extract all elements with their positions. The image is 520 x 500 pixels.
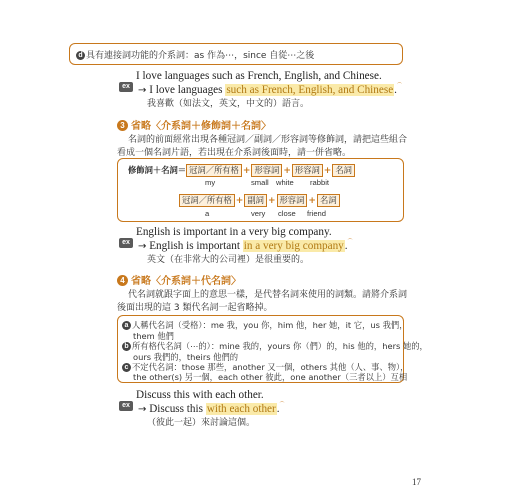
plus-icon: + xyxy=(283,166,291,176)
diagram-word: white xyxy=(276,178,294,187)
pronoun-a-line2: them 他們 xyxy=(133,331,174,341)
box-d-text-row xyxy=(76,48,314,61)
pronoun-b-text: 所有格代名詞（⋯的）：mine 我的，yours 你（們）的，his 他的，hers 她的， xyxy=(132,341,428,351)
example1-rewrite-prefix: I love languages xyxy=(149,84,226,96)
example1-translation: 我喜歡（如法文，英文，中文的）語言。 xyxy=(147,99,310,109)
diagram-label: 修飾詞＋名詞＝ xyxy=(128,165,187,175)
box-d xyxy=(69,43,403,65)
pronoun-c-line2: the other(s) 另一個，each other 彼此，one another（三者以上）互相 xyxy=(133,372,408,382)
example2-tag xyxy=(119,229,133,248)
example2-sentence: English is important in a very big company. xyxy=(136,226,332,238)
pronoun-box xyxy=(117,315,428,383)
pronoun-c-text: 不定代名詞：those 那些，another 又一個，others 其他（人、事、物）， xyxy=(132,362,409,372)
mark-icon: ⌒ xyxy=(396,84,402,89)
chip-noun: 名詞 xyxy=(332,164,355,177)
arrow-right-icon: → xyxy=(138,404,147,415)
mark-icon: ⌒ xyxy=(347,240,353,245)
number-3-icon: 3 xyxy=(117,120,128,131)
example2-rewrite-highlight: in a very big company xyxy=(243,240,344,252)
letter-d-icon: d xyxy=(76,51,85,60)
section4-title: 省略〈介系詞＋代名詞〉 xyxy=(131,276,241,287)
example3-rewrite-highlight: with each other xyxy=(206,403,276,415)
section3-title: 省略〈介系詞＋修飾詞＋名詞〉 xyxy=(131,121,271,132)
plus-icon: + xyxy=(267,196,276,206)
letter-c-icon: c xyxy=(122,363,131,372)
plus-icon: + xyxy=(235,196,244,206)
example1-rewrite-suffix: . xyxy=(394,84,397,96)
ex-tag: ex xyxy=(119,82,133,92)
letter-a-icon: a xyxy=(122,321,131,330)
diagram-word: a xyxy=(205,209,210,218)
diagram-row1 xyxy=(128,164,355,177)
diagram-row2 xyxy=(179,194,340,207)
pronoun-b-line2: ours 我們的，theirs 他們的 xyxy=(133,352,239,362)
plus-icon: + xyxy=(242,166,251,176)
section4-para2: 後面出現的這 3 類代名詞一起省略掉。 xyxy=(117,303,273,313)
section3-para2: 看成一個名詞片語，若出現在介系詞後面時，請一併省略。 xyxy=(117,148,352,158)
example1-tag xyxy=(119,73,133,92)
example3-tag xyxy=(119,392,133,411)
ex-tag: ex xyxy=(119,401,133,411)
example3-translation: （彼此一起）來討論這個。 xyxy=(147,418,256,428)
example2-rewrite xyxy=(138,238,353,252)
diagram-box xyxy=(117,158,404,222)
mark-icon: ⌒ xyxy=(279,403,285,408)
example3-rewrite-suffix: . xyxy=(276,403,280,415)
arrow-right-icon: → xyxy=(138,85,147,96)
section4-title-row xyxy=(117,272,241,287)
plus-icon: + xyxy=(308,196,316,206)
diagram-word: rabbit xyxy=(310,178,329,187)
diagram-word: friend xyxy=(307,209,326,218)
chip-noun: 名詞 xyxy=(317,194,340,207)
number-4-icon: 4 xyxy=(117,275,128,286)
example1-rewrite xyxy=(138,82,402,96)
example3-rewrite-prefix: Discuss this xyxy=(149,403,206,415)
diagram-word: very xyxy=(251,209,266,218)
chip-adjective: 形容詞 xyxy=(251,164,282,177)
ex-tag: ex xyxy=(119,238,133,248)
diagram-word: small xyxy=(251,178,269,187)
diagram-word: my xyxy=(205,178,216,187)
chip-adjective: 形容詞 xyxy=(277,194,308,207)
box-d-text: 具有連接詞功能的介系詞：as 作為⋯，since 自從⋯之後 xyxy=(86,51,315,61)
section3-para1: 名詞的前面經常出現各種冠詞／副詞／形容詞等修飾詞，請把這些組合 xyxy=(128,135,408,145)
chip-adjective: 形容詞 xyxy=(292,164,323,177)
example3-rewrite xyxy=(138,401,285,415)
example2-translation: 英文（在非常大的公司裡）是很重要的。 xyxy=(147,255,310,265)
section3-title-row xyxy=(117,117,271,132)
example3-sentence: Discuss this with each other. xyxy=(136,389,264,401)
example2-rewrite-suffix: . xyxy=(344,240,348,252)
chip-article: 冠詞／所有格 xyxy=(186,164,242,177)
example2-rewrite-prefix: English is important xyxy=(149,240,243,252)
plus-icon: + xyxy=(323,166,332,176)
section4-para1: 代名詞就跟字面上的意思一樣，是代替名詞來使用的詞類。請將介系詞 xyxy=(128,290,408,300)
diagram-word: close xyxy=(278,209,296,218)
page-number: 17 xyxy=(412,477,421,487)
pronoun-a-text: 人稱代名詞（受格）：me 我，you 你，him 他，her 她，it 它，us 我們， xyxy=(132,320,408,330)
letter-b-icon: b xyxy=(122,342,131,351)
chip-article: 冠詞／所有格 xyxy=(179,194,235,207)
example1-rewrite-highlight: such as French, English, and Chinese xyxy=(226,84,394,96)
example1-sentence: I love languages such as French, English, and Chinese. xyxy=(136,70,382,82)
chip-adverb: 副詞 xyxy=(244,194,267,207)
arrow-right-icon: → xyxy=(138,241,147,252)
